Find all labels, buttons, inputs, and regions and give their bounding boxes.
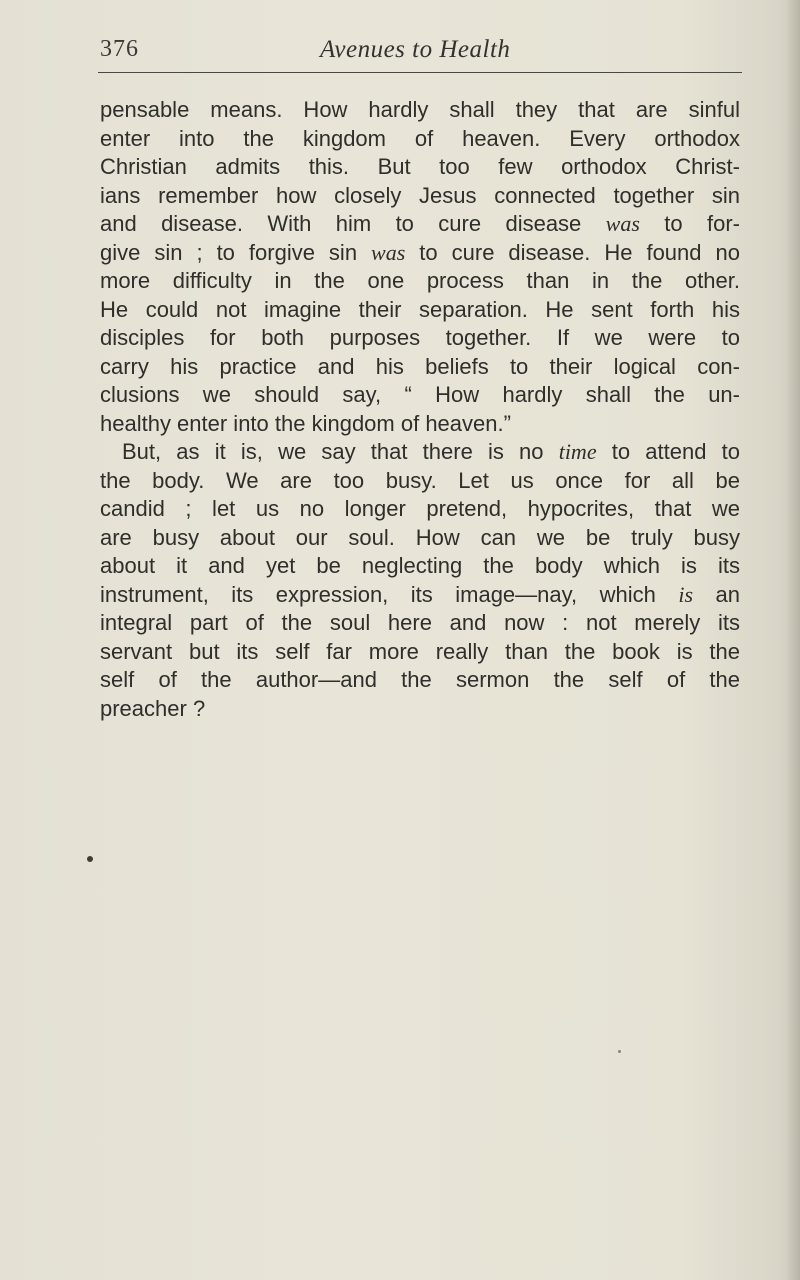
text-segment: give sin ; to forgive sin [100, 239, 372, 265]
text-segment: an [693, 581, 740, 607]
page-header [100, 36, 740, 76]
ink-speck [618, 1050, 621, 1053]
text-line [100, 296, 740, 325]
text-segment: instrument, its expression, its image—nay, which [100, 581, 679, 607]
text-segment: clusions we should say, “ How hardly shall the un- [100, 382, 740, 407]
text-line [100, 239, 740, 268]
emphasis-word: was [605, 211, 640, 236]
emphasis-word: was [371, 239, 406, 265]
text-line [100, 666, 740, 695]
text-segment: to cure disease. He found no [405, 239, 740, 265]
page-number: 376 [100, 36, 139, 62]
text-segment: more difficulty in the one process than in the other. [100, 268, 740, 293]
text-line [100, 438, 740, 467]
text-line [100, 324, 740, 353]
text-segment: carry his practice and his beliefs to their logical con- [100, 353, 740, 379]
text-segment: servant but its self far more really than the book is the [100, 638, 740, 664]
paragraph-1 [100, 96, 740, 438]
text-line [100, 96, 740, 125]
text-line [100, 381, 740, 410]
text-segment: about it and yet be neglecting the body which is its [100, 553, 740, 578]
text-segment: self of the author—and the sermon the self of the [100, 667, 740, 692]
text-line [100, 125, 740, 154]
emphasis-word: is [678, 581, 694, 607]
text-line [100, 353, 740, 382]
text-segment: ians remember how closely Jesus connected together sin [100, 182, 740, 208]
text-segment: candid ; let us no longer pretend, hypocrites, that we [100, 496, 740, 521]
text-line [100, 524, 740, 553]
ink-speck [87, 856, 93, 862]
text-segment: are busy about our soul. How can we be truly busy [100, 524, 740, 550]
running-title: Avenues to Health [320, 36, 511, 63]
text-line [100, 182, 740, 211]
text-segment: preacher ? [100, 695, 206, 721]
text-segment: enter into the kingdom of heaven. Every orthodox [100, 125, 740, 151]
text-line [100, 467, 740, 496]
text-line [100, 210, 740, 239]
text-line [100, 410, 740, 439]
text-segment: disciples for both purposes together. If we were to [100, 325, 740, 350]
text-segment: healthy enter into the kingdom of heaven.” [100, 410, 511, 436]
text-line [100, 153, 740, 182]
text-segment: the body. We are too busy. Let us once for all be [100, 467, 740, 493]
text-segment: He could not imagine their separation. He sent forth his [100, 296, 740, 322]
text-line [100, 552, 740, 581]
text-segment: to attend to [596, 439, 740, 464]
body-text [100, 96, 740, 723]
header-rule [98, 72, 742, 73]
page-edge-shadow [786, 0, 800, 1280]
emphasis-word: time [558, 439, 597, 464]
text-line [100, 267, 740, 296]
text-segment: But, as it is, we say that there is no [122, 439, 559, 464]
text-segment: pensable means. How hardly shall they that are sinful [100, 97, 740, 122]
text-line [100, 609, 740, 638]
text-line [100, 495, 740, 524]
text-line [100, 695, 740, 724]
text-segment: to for- [639, 211, 740, 236]
text-segment: and disease. With him to cure disease [100, 211, 606, 236]
paragraph-2 [100, 438, 740, 723]
text-line [100, 638, 740, 667]
text-segment: integral part of the soul here and now : not merely its [100, 610, 740, 635]
text-segment: Christian admits this. But too few orthodox Christ- [100, 154, 740, 179]
text-line [100, 581, 740, 610]
